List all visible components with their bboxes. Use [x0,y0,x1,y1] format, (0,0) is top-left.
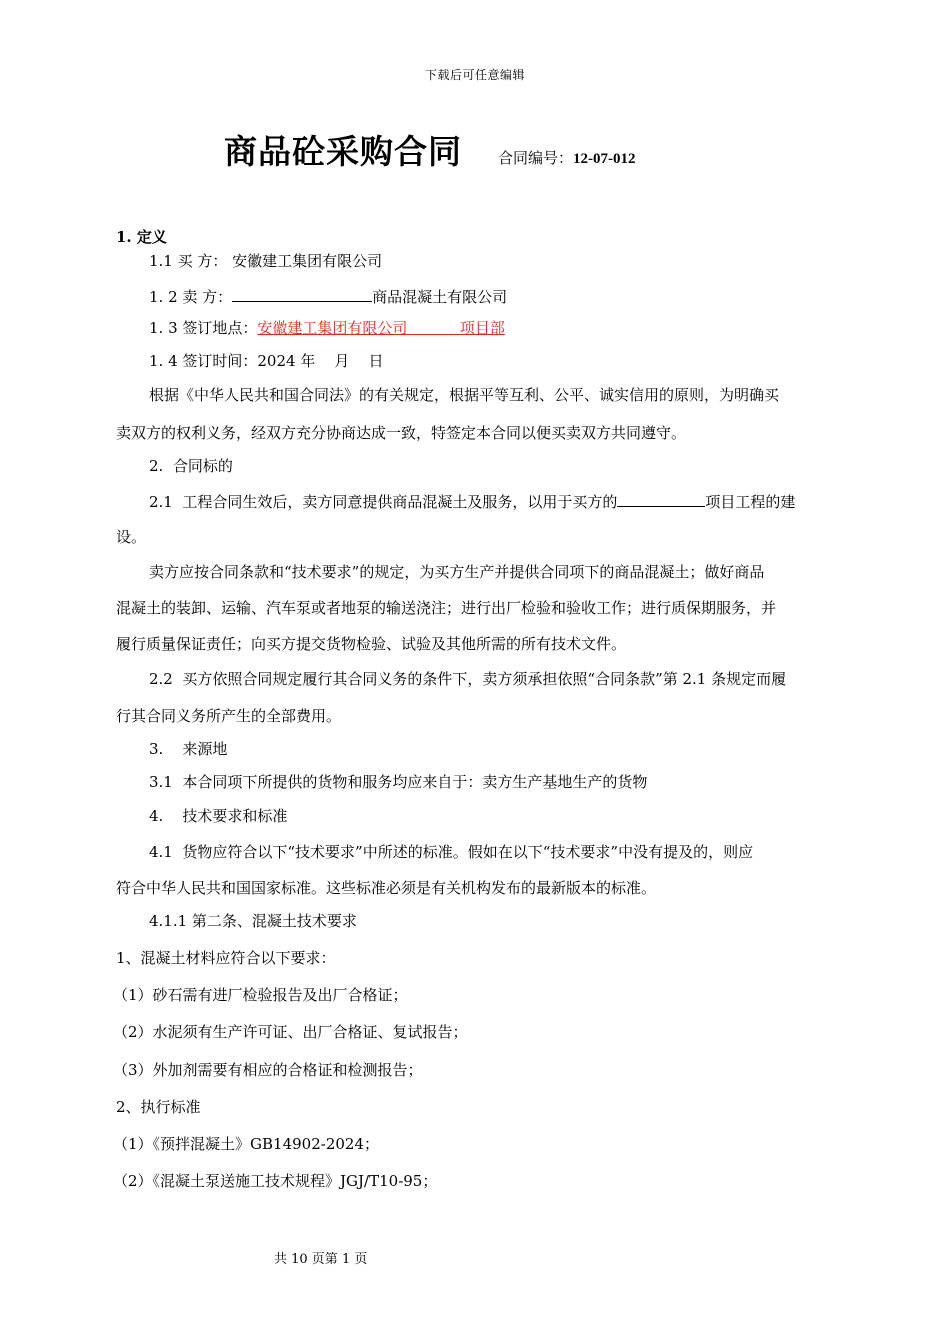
clause-2-1-line-2: 设。 [116,528,147,546]
clause-2-1-text-b: 项目工程的建 [705,493,796,511]
clause-2-2-line-2: 行其合同义务所产生的全部费用。 [116,707,342,725]
requirement-1-item-1: （1）砂石需有进厂检验报告及出厂合格证； [113,986,408,1004]
requirement-1-heading: 1、混凝土材料应符合以下要求： [116,949,336,967]
seller-duty-line-1: 卖方应按合同条款和“技术要求”的规定，为买方生产并提供合同项下的商品混凝土；做好商品 [149,563,765,581]
signing-place-line [149,318,505,338]
header-note: 下载后可任意编辑 [424,68,525,82]
section-3-heading: 3. 来源地 [149,740,228,758]
intro-paragraph-line-2: 卖双方的权利义务，经双方充分协商达成一致，特签定本合同以便买卖双方共同遵守。 [116,424,687,442]
page-footer: 共 10 页第 1 页 [274,1252,368,1267]
requirement-2-item-1: （1）《预拌混凝土》GB14902-2024； [113,1135,380,1153]
section-1-heading: 1. 定义 [116,228,167,246]
title-row [224,126,636,173]
seller-name-blank [232,285,372,302]
signing-place-value: 安徽建工集团有限公司 项目部 [257,319,505,337]
section-2-heading: 2. 合同标的 [149,457,233,475]
signing-place-label: 1. 3 签订地点： [149,319,258,337]
signing-time-line: 1. 4 签订时间：2024 年 月 日 [149,352,384,370]
seller-label: 1. 2 卖 方： [149,288,233,306]
seller-duty-line-3: 履行质量保证责任；向买方提交货物检验、试验及其他所需的所有技术文件。 [116,635,627,653]
clause-4-1-line-2: 符合中华人民共和国国家标准。这些标准必须是有关机构发布的最新版本的标准。 [116,879,657,897]
clause-2-1-line-1 [149,490,795,512]
clause-4-1-line-1: 4.1 货物应符合以下“技术要求”中所述的标准。假如在以下“技术要求”中没有提及的，则应 [149,843,754,861]
requirement-1-item-3: （3）外加剂需要有相应的合格证和检测报告； [113,1061,423,1079]
contract-number-value: 12-07-012 [573,151,636,167]
section-4-heading: 4. 技术要求和标准 [149,807,288,825]
clause-2-2-line-1: 2.2 买方依照合同规定履行其合同义务的条件下，卖方须承担依照“合同条款”第 2.1 条规定而履 [149,670,787,688]
project-name-blank [617,490,705,507]
requirement-1-item-2: （2）水泥须有生产许可证、出厂合格证、复试报告； [113,1023,468,1041]
seller-duty-line-2: 混凝土的装卸、运输、汽车泵或者地泵的输送浇注；进行出厂检验和验收工作；进行质保期服务，并 [116,599,777,617]
intro-paragraph-line-1: 根据《中华人民共和国合同法》的有关规定，根据平等互利、公平、诚实信用的原则，为明确买 [149,386,780,404]
seller-line [149,285,507,307]
buyer-line: 1.1 买 方： 安徽建工集团有限公司 [149,252,383,270]
clause-4-1-1: 4.1.1 第二条、混凝土技术要求 [149,912,357,930]
clause-3-1: 3.1 本合同项下所提供的货物和服务均应来自于：卖方生产基地生产的货物 [149,773,648,791]
requirement-2-item-2: （2）《混凝土泵送施工技术规程》JGJ/T10-95； [113,1172,438,1190]
contract-number [498,147,636,168]
document-title: 商品砼采购合同 [224,132,462,171]
contract-number-label: 合同编号： [498,149,574,167]
clause-2-1-text-a: 2.1 工程合同生效后，卖方同意提供商品混凝土及服务，以用于买方的 [149,493,618,511]
requirement-2-heading: 2、执行标准 [116,1098,201,1116]
seller-suffix: 商品混凝土有限公司 [372,288,508,306]
